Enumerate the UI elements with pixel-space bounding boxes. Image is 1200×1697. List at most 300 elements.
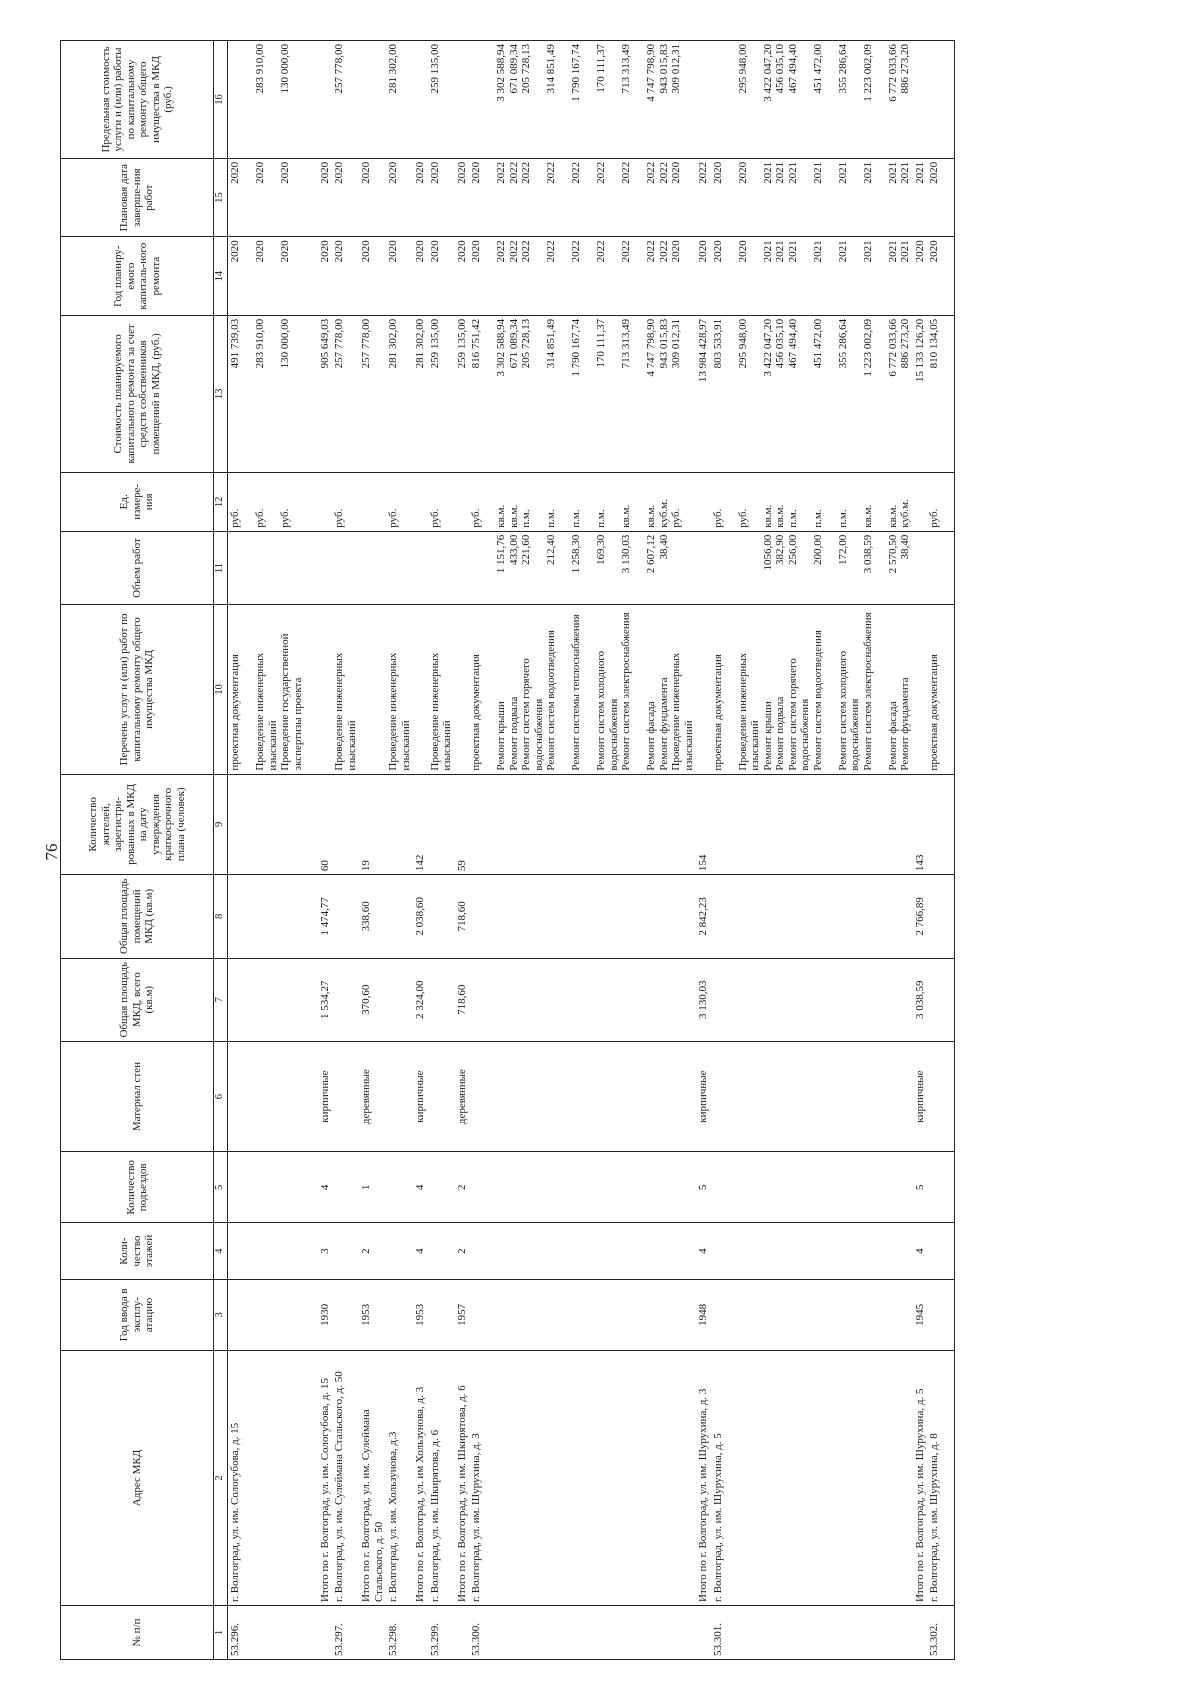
- completion-date-item: 2022: [645, 161, 657, 184]
- planned-cost: [696, 315, 711, 472]
- planned-year-item: 2020: [387, 240, 399, 263]
- table-row: [318, 41, 333, 1660]
- floors: [332, 1223, 359, 1279]
- planned-year-item: 2020: [360, 240, 372, 263]
- row-number: [318, 1606, 333, 1660]
- work-unit-item: руб.: [428, 508, 441, 528]
- address: Итого по г. Волгоград, ул. им. Сулеймана Стальского, д. 50: [359, 1350, 386, 1605]
- work-unit-item: кв.м.: [774, 504, 786, 528]
- planned-year: [455, 237, 470, 315]
- work-volume-item: 1 151,76: [495, 534, 507, 574]
- wall-material: кирпичные: [413, 1041, 428, 1151]
- column-header-1: № п/п: [61, 1606, 214, 1660]
- year-built: 1957: [455, 1279, 470, 1350]
- planned-cost-item: 886 273,20: [899, 318, 911, 369]
- work-unit-item: п.м.: [811, 509, 824, 528]
- work-type-item: Проведение инженерных изысканий: [254, 652, 279, 771]
- completion-date: [428, 158, 455, 236]
- work-volume-item: [319, 535, 332, 602]
- total-area: 718,60: [455, 958, 470, 1041]
- work-unit: [413, 472, 428, 531]
- floors: [927, 1223, 955, 1279]
- planned-cost-item: 1 223 002,09: [861, 318, 874, 377]
- planned-year: [927, 237, 955, 315]
- premises-area: [332, 875, 359, 958]
- work-unit: [359, 472, 386, 531]
- planned-year-item: 2020: [736, 240, 749, 263]
- completion-date-item: 2021: [811, 161, 824, 184]
- wall-material: [386, 1041, 413, 1151]
- completion-date-item: 2020: [414, 161, 426, 184]
- cost-limit: [318, 41, 333, 159]
- planned-year-item: 2022: [570, 240, 582, 263]
- completion-date-item: 2020: [928, 161, 940, 184]
- planned-cost-item: 355 286,64: [836, 318, 849, 369]
- work-unit-item: [360, 476, 373, 528]
- planned-year-item: 2022: [595, 240, 607, 263]
- wall-material: [469, 1041, 696, 1151]
- work-type: [386, 605, 413, 774]
- cost-limit-item: 205 728,13: [520, 44, 532, 94]
- entrances: 4: [318, 1152, 333, 1223]
- planned-year-item: 2021: [836, 240, 849, 263]
- address: г. Волгоград, ул. им. Сологубова, д. 15: [228, 1350, 318, 1605]
- planned-year-item: 2020: [254, 240, 266, 263]
- work-unit: [696, 472, 711, 531]
- table-row: [455, 41, 470, 1660]
- work-unit: [428, 472, 455, 531]
- work-unit-item: руб.: [387, 508, 399, 528]
- premises-area: [386, 875, 413, 958]
- planned-year-item: 2020: [928, 240, 940, 263]
- cost-limit-item: 671 089,34: [507, 44, 520, 94]
- address: г. Волгоград, ул. им. Шурухина, д. 5: [711, 1350, 913, 1605]
- work-type-item: [360, 608, 373, 770]
- entrances: 5: [696, 1152, 711, 1223]
- work-unit-item: п.м.: [570, 509, 582, 528]
- planned-cost: [455, 315, 470, 472]
- completion-date-item: 2020: [360, 161, 372, 184]
- premises-area: 718,60: [455, 875, 470, 958]
- column-header-11: Объем работ: [61, 531, 214, 605]
- planned-cost-item: 671 089,34: [507, 318, 520, 369]
- work-type: [359, 605, 386, 774]
- work-volume-item: [456, 535, 469, 602]
- work-volume-item: 2 607,12: [645, 534, 657, 574]
- work-volume-item: [229, 535, 254, 602]
- completion-date-item: 2022: [495, 161, 507, 184]
- column-header-14: Год планиру-емого капиталь-ного ремонта: [61, 237, 214, 315]
- work-type-item: Ремонт фасада: [886, 701, 899, 771]
- total-area: [469, 958, 696, 1041]
- row-number: 53.300.: [469, 1606, 696, 1660]
- work-volume: [228, 531, 318, 605]
- work-volume: [913, 531, 928, 605]
- cost-limit-item: 886 273,20: [899, 44, 911, 94]
- planned-year-item: 2022: [620, 240, 632, 263]
- work-unit-item: руб.: [711, 508, 724, 528]
- residents: 60: [318, 774, 333, 875]
- work-type-item: Проведение инженерных изысканий: [333, 652, 358, 771]
- planned-cost-item: 130 000,00: [279, 318, 291, 369]
- table-row: [386, 41, 413, 1660]
- work-type-item: Проведение инженерных изысканий: [428, 652, 453, 771]
- address: г. Волгоград, ул. им. Шкирятова, д. 6: [428, 1350, 455, 1605]
- work-unit-item: [414, 476, 427, 528]
- work-type-item: проектная документация: [229, 654, 241, 771]
- year-built: [711, 1279, 913, 1350]
- row-number: [455, 1606, 470, 1660]
- residents: [332, 774, 359, 875]
- planned-year-item: 2020: [913, 240, 926, 263]
- completion-date: [469, 158, 696, 236]
- residents: [927, 774, 955, 875]
- work-type: [913, 605, 928, 774]
- work-type-item: Проведение государственной экспертизы проекта: [279, 633, 304, 771]
- page-number: 76: [42, 843, 61, 861]
- column-number-16: 16: [214, 41, 228, 159]
- column-header-16: Предельная стоимость услуги и (или) работы по капитальному ремонту общего имущества в МКД (руб.): [61, 41, 214, 159]
- work-volume-item: 212,40: [545, 534, 557, 565]
- work-type-item: проектная документация: [711, 654, 724, 771]
- column-header-12: Ед. измере-ния: [61, 472, 214, 531]
- premises-area: 2 766,89: [913, 875, 928, 958]
- cost-limit-item: [456, 44, 469, 155]
- work-volume-item: [279, 535, 317, 602]
- work-unit-item: кв.м.: [645, 504, 657, 528]
- work-unit-item: руб.: [254, 508, 266, 528]
- column-header-5: Количество подъездов: [61, 1152, 214, 1223]
- total-area: [332, 958, 359, 1041]
- entrances: 5: [913, 1152, 928, 1223]
- completion-date-item: 2020: [455, 161, 468, 184]
- completion-date-item: 2021: [861, 161, 874, 184]
- column-header-3: Год ввода в эксплу-атацию: [61, 1279, 214, 1350]
- cost-limit-item: 1 223 002,09: [861, 44, 874, 102]
- planned-cost: [332, 315, 359, 472]
- planned-year-item: 2020: [229, 240, 241, 263]
- year-built: [332, 1279, 359, 1350]
- planned-cost-item: 713 313,49: [620, 318, 632, 369]
- work-volume-item: 38,40: [899, 534, 911, 560]
- work-unit-item: п.м.: [786, 509, 799, 528]
- completion-date-item: 2020: [387, 161, 399, 184]
- work-volume-item: [712, 535, 737, 602]
- work-type: [318, 605, 333, 774]
- work-volume-item: [697, 535, 710, 602]
- work-volume-item: 256,00: [786, 534, 799, 565]
- residents: 19: [359, 774, 386, 875]
- planned-year-item: 2022: [495, 240, 507, 263]
- work-unit: [318, 472, 333, 531]
- year-built: [927, 1279, 955, 1350]
- floors: 3: [318, 1223, 333, 1279]
- planned-cost-item: 15 133 126,20: [913, 318, 926, 383]
- column-number-11: 11: [214, 531, 228, 605]
- completion-date-item: 2022: [507, 161, 520, 184]
- cost-limit-item: 3 422 047,20: [761, 44, 774, 102]
- row-number: 53.299.: [428, 1606, 455, 1660]
- work-unit-item: руб.: [670, 508, 682, 528]
- work-volume-item: 382,90: [774, 534, 786, 565]
- work-volume: [711, 531, 913, 605]
- entrances: 2: [455, 1152, 470, 1223]
- planned-cost: [318, 315, 333, 472]
- work-type-item: Ремонт фундамента: [657, 677, 670, 771]
- work-unit-item: куб.м.: [657, 499, 670, 528]
- residents: [711, 774, 913, 875]
- work-volume-item: [387, 535, 412, 602]
- total-area: 1 534,27: [318, 958, 333, 1041]
- completion-date: [359, 158, 386, 236]
- cost-limit: [469, 41, 696, 159]
- planned-year-item: 2020: [670, 240, 682, 263]
- entrances: [469, 1152, 696, 1223]
- planned-year: [386, 237, 413, 315]
- table-row: [711, 41, 913, 1660]
- planned-year: [228, 237, 318, 315]
- table-row: [927, 41, 955, 1660]
- cost-limit-item: [360, 44, 373, 155]
- row-number: 53.301.: [711, 1606, 913, 1660]
- work-type-item: [914, 608, 927, 770]
- planned-year: [711, 237, 913, 315]
- address: г. Волгоград, ул. им. Шурухина, д. 3: [469, 1350, 696, 1605]
- floors: [228, 1223, 318, 1279]
- completion-date-item: 2021: [786, 161, 799, 184]
- planned-year-item: 2020: [279, 240, 291, 263]
- completion-date-item: 2022: [520, 161, 532, 184]
- planned-cost-item: 295 948,00: [736, 318, 749, 369]
- work-type-item: [414, 608, 427, 770]
- completion-date: [913, 158, 928, 236]
- work-unit-item: руб.: [928, 508, 940, 528]
- work-volume: [332, 531, 359, 605]
- planned-cost-item: 1 790 167,74: [570, 318, 582, 377]
- cost-limit: [913, 41, 928, 159]
- year-built: 1945: [913, 1279, 928, 1350]
- wall-material: деревянные: [455, 1041, 470, 1151]
- planned-cost-item: 259 135,00: [455, 318, 468, 369]
- work-type-item: Проведение инженерных изысканий: [387, 652, 412, 771]
- row-number: [913, 1606, 928, 1660]
- work-unit-item: кв.м.: [861, 504, 874, 528]
- planned-cost-item: 170 111,37: [595, 318, 607, 368]
- wall-material: деревянные: [359, 1041, 386, 1151]
- cost-limit-item: 130 000,00: [279, 44, 291, 94]
- cost-limit-item: 257 778,00: [333, 44, 345, 94]
- wall-material: кирпичные: [696, 1041, 711, 1151]
- completion-date-item: 2020: [470, 161, 482, 184]
- work-unit: [455, 472, 470, 531]
- planned-cost: [428, 315, 455, 472]
- work-volume: [428, 531, 455, 605]
- cost-limit-item: 456 035,10: [774, 44, 786, 94]
- residents: 154: [696, 774, 711, 875]
- address: Итого по г. Волгоград, ул. им. Шкирятова, д. 6: [455, 1350, 470, 1605]
- row-number: [413, 1606, 428, 1660]
- completion-date-item: 2020: [318, 161, 331, 184]
- completion-date-item: 2020: [333, 161, 345, 184]
- column-header-7: Общая площадь МКД, всего (кв.м): [61, 958, 214, 1041]
- completion-date: [332, 158, 359, 236]
- column-number-6: 6: [214, 1041, 228, 1151]
- work-unit-item: п.м.: [836, 509, 849, 528]
- planned-cost-item: 456 035,10: [774, 318, 786, 369]
- planned-cost: [359, 315, 386, 472]
- work-unit: [228, 472, 318, 531]
- cost-limit-item: 6 772 033,66: [886, 44, 899, 102]
- row-number: 53.298.: [386, 1606, 413, 1660]
- total-area: [428, 958, 455, 1041]
- premises-area: 338,60: [359, 875, 386, 958]
- work-type-item: Проведение инженерных изысканий: [670, 652, 695, 771]
- planned-cost-item: 281 302,00: [414, 318, 426, 369]
- cost-limit: [359, 41, 386, 159]
- completion-date-item: 2022: [657, 161, 670, 184]
- planned-year-item: 2021: [899, 240, 911, 263]
- column-number-1: 1: [214, 1606, 228, 1660]
- premises-area: [228, 875, 318, 958]
- work-type-item: [319, 608, 332, 770]
- planned-year-item: 2021: [861, 240, 874, 263]
- work-volume: [455, 531, 470, 605]
- entrances: [711, 1152, 913, 1223]
- planned-year-item: 2021: [774, 240, 786, 263]
- work-volume-item: [470, 535, 495, 602]
- cost-limit-item: 281 302,00: [387, 44, 399, 94]
- table-body: [228, 41, 955, 1660]
- work-volume-item: 433,00: [507, 534, 520, 565]
- work-type-item: Ремонт систем электроснабжения: [620, 612, 632, 771]
- rotated-sheet: [60, 40, 1140, 1660]
- floors: [469, 1223, 696, 1279]
- work-volume-item: [670, 535, 695, 602]
- residents: [386, 774, 413, 875]
- cost-limit-item: [470, 44, 495, 155]
- work-type-item: Ремонт фундамента: [899, 677, 911, 771]
- work-type: [428, 605, 455, 774]
- column-number-14: 14: [214, 237, 228, 315]
- work-unit-item: кв.м.: [495, 504, 507, 528]
- work-unit-item: п.м.: [595, 509, 607, 528]
- total-area: [228, 958, 318, 1041]
- completion-date: [318, 158, 333, 236]
- residents: 59: [455, 774, 470, 875]
- year-built: 1953: [413, 1279, 428, 1350]
- cost-limit: [696, 41, 711, 159]
- column-header-13: Стоимость планируемого капитального ремонта за счет средств собственников помещений в МКД, (руб.): [61, 315, 214, 472]
- planned-year-item: 2020: [428, 240, 441, 263]
- header-number-row: [214, 41, 228, 1660]
- planned-cost: [413, 315, 428, 472]
- planned-cost-item: 4 747 798,90: [645, 318, 657, 377]
- planned-cost-item: 803 533,91: [711, 318, 724, 369]
- work-volume-item: [333, 535, 358, 602]
- work-type-item: Ремонт фасада: [645, 701, 657, 771]
- address: Итого по г. Волгоград, ул. им. Шурухина, д. 5: [913, 1350, 928, 1605]
- planned-cost-item: 491 739,03: [229, 318, 241, 369]
- cost-limit-item: [712, 44, 737, 155]
- cost-limit-item: 1 790 167,74: [570, 44, 582, 102]
- planned-year: [318, 237, 333, 315]
- work-volume-item: [254, 535, 279, 602]
- work-type: [455, 605, 470, 774]
- planned-cost-item: 257 778,00: [360, 318, 372, 369]
- residents: [428, 774, 455, 875]
- floors: [386, 1223, 413, 1279]
- row-number: 53.296.: [228, 1606, 318, 1660]
- work-type: [413, 605, 428, 774]
- work-volume-item: 38,40: [657, 534, 670, 560]
- residents: 142: [413, 774, 428, 875]
- wall-material: [228, 1041, 318, 1151]
- premises-area: 2 842,23: [696, 875, 711, 958]
- total-area: 3 038,59: [913, 958, 928, 1041]
- planned-cost-item: 451 472,00: [811, 318, 824, 369]
- planned-year-item: 2022: [507, 240, 520, 263]
- premises-area: [711, 875, 913, 958]
- residents: [228, 774, 318, 875]
- work-volume-item: [360, 535, 373, 602]
- planned-cost-item: 810 134,05: [928, 318, 940, 369]
- work-type-item: Ремонт подвала: [774, 696, 786, 771]
- year-built: [469, 1279, 696, 1350]
- work-unit-item: [319, 476, 332, 528]
- planned-cost-item: 309 012,31: [670, 318, 682, 369]
- work-type-item: Ремонт подвала: [507, 696, 520, 771]
- work-volume-item: 221,60: [520, 534, 532, 565]
- work-type-item: Проведение инженерных изысканий: [736, 652, 761, 771]
- work-unit: [913, 472, 928, 531]
- premises-area: 2 038,60: [413, 875, 428, 958]
- work-volume: [318, 531, 333, 605]
- work-volume: [386, 531, 413, 605]
- table-row: [428, 41, 455, 1660]
- work-unit: [469, 472, 696, 531]
- total-area: 370,60: [359, 958, 386, 1041]
- work-type: [711, 605, 913, 774]
- work-type: [927, 605, 955, 774]
- cost-limit: [711, 41, 913, 159]
- floors: [711, 1223, 913, 1279]
- planned-cost-item: 13 984 428,97: [697, 318, 709, 383]
- cost-limit-item: 170 111,37: [595, 44, 607, 93]
- planned-cost: [386, 315, 413, 472]
- cost-limit: [386, 41, 413, 159]
- work-volume-item: 3 130,03: [620, 534, 632, 574]
- work-unit-item: куб.м.: [899, 499, 911, 528]
- work-volume-item: [737, 535, 762, 602]
- total-area: [927, 958, 955, 1041]
- completion-date-item: 2022: [697, 161, 709, 184]
- year-built: [228, 1279, 318, 1350]
- planned-year-item: 2020: [333, 240, 345, 263]
- address: г. Волгоград, ул. им. Шурухина, д. 8: [927, 1350, 955, 1605]
- residents: 143: [913, 774, 928, 875]
- cost-limit: [927, 41, 955, 159]
- table-row: [359, 41, 386, 1660]
- completion-date-item: 2020: [711, 161, 724, 184]
- work-type-item: Ремонт систем горячего водоснабжения: [786, 658, 811, 771]
- wall-material: кирпичные: [913, 1041, 928, 1151]
- planned-year-item: 2020: [470, 240, 482, 263]
- cost-limit: [428, 41, 455, 159]
- cost-limit-item: 467 494,40: [786, 44, 799, 94]
- work-volume-item: [914, 535, 927, 602]
- completion-date: [927, 158, 955, 236]
- cost-limit: [332, 41, 359, 159]
